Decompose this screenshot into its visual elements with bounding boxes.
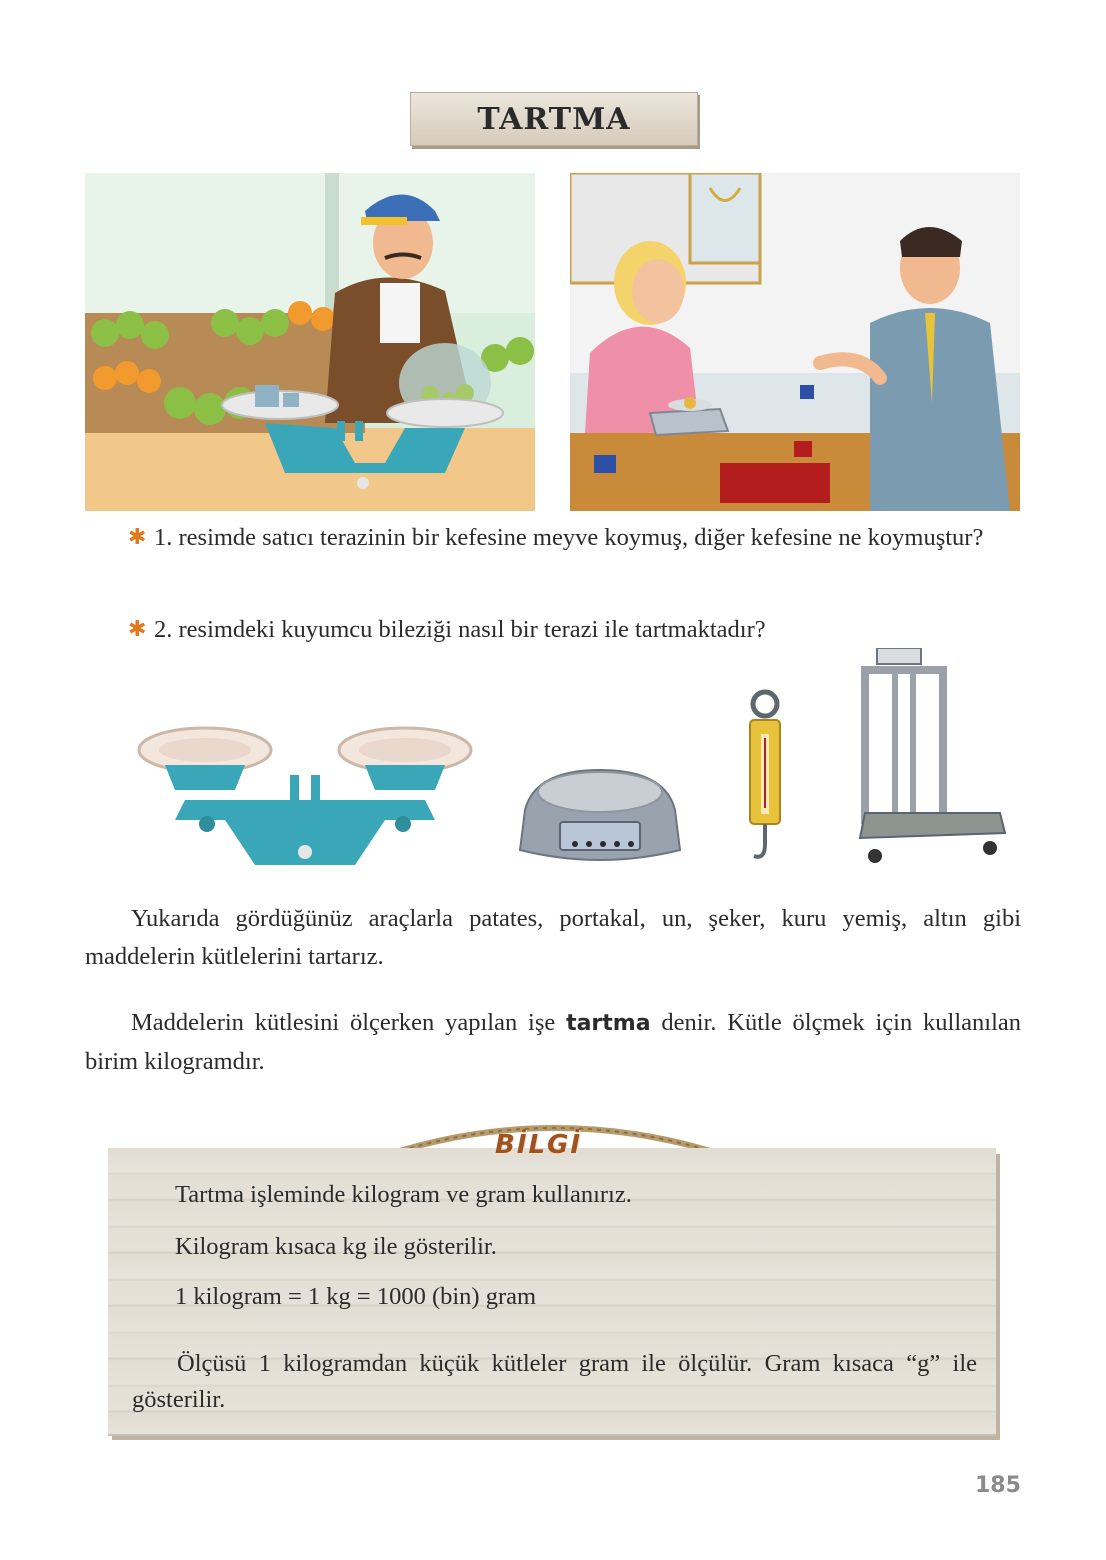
spring-scale-icon <box>740 688 790 870</box>
info-line-4: Ölçüsü 1 kilogramdan küçük kütleler gram ile ölçülür. Gram kısaca “g” ile gösterilir. <box>132 1350 977 1413</box>
question-2-text: 2. resimdeki kuyumcu bileziği nasıl bir terazi ile tartmaktadır? <box>154 616 766 643</box>
market-illustration <box>85 173 535 511</box>
digital-scale-icon <box>515 760 685 870</box>
page-title: TARTMA <box>477 101 631 137</box>
term-tartma: tartma <box>566 1011 651 1036</box>
question-2 <box>128 612 1028 648</box>
question-1-text: 1. resimde satıcı terazinin bir kefesine meyve koymuş, diğer kefesine ne koymuştur? <box>154 524 984 551</box>
balance-scale-icon <box>135 720 475 870</box>
jeweler-illustration <box>570 173 1020 511</box>
bullet-star-icon: ✱ <box>128 525 147 550</box>
info-line-3: 1 kilogram = 1 kg = 1000 (bin) gram <box>175 1283 537 1310</box>
bullet-star-icon: ✱ <box>128 617 147 642</box>
title-plank <box>410 92 698 146</box>
info-line-2: Kilogram kısaca kg ile gösterilir. <box>175 1233 497 1260</box>
paragraph-definition <box>85 1004 1021 1081</box>
info-heading: BİLGİ <box>495 1130 583 1160</box>
paragraph-definition-start: Maddelerin kütlesini ölçerken yapılan işe <box>131 1009 567 1036</box>
paragraph-instruments: Yukarıda gördüğünüz araçlarla patates, portakal, un, şeker, kuru yemiş, altın gibi maddelerin kütlelerini tartarız. <box>85 905 1021 970</box>
platform-scale-icon <box>855 648 1010 870</box>
paragraph-definition-end: denir. Kütle ölçmek için kullanılan birim kilogramdır. <box>85 1009 1022 1075</box>
page-number: 185 <box>975 1473 1021 1498</box>
info-line-1: Tartma işleminde kilogram ve gram kullanırız. <box>175 1181 632 1208</box>
question-1 <box>128 520 1028 556</box>
